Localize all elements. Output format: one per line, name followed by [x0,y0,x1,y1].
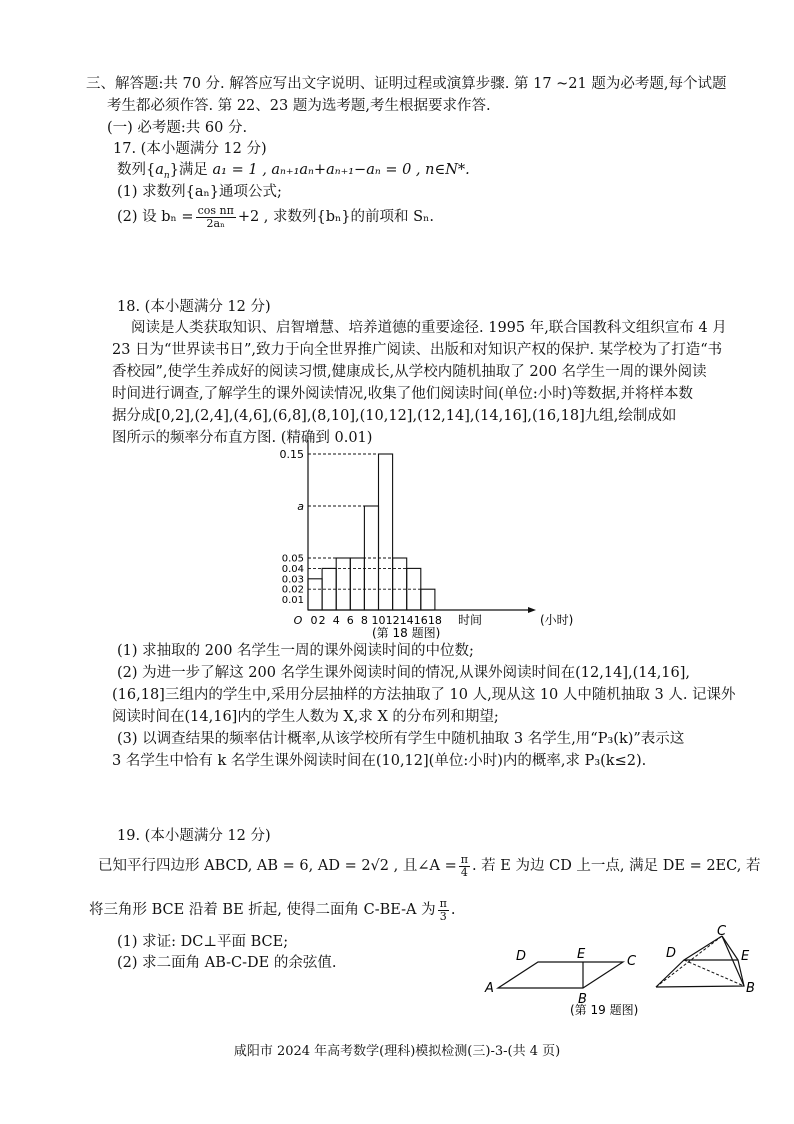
q17-condition: a₁ = 1 , aₙ₊₁aₙ+aₙ₊₁−aₙ = 0 , n∈N*. [212,162,470,178]
x-tick-label: 0 [310,614,318,627]
q17-frac-den: 2aₙ [206,216,225,230]
x-tick-label: 8 [360,614,368,627]
q18-para-2: 23 日为“世界读书日”,致力于向全世界推广阅读、出版和对知识产权的保护. 某学校为了打造“书 [112,342,723,358]
folded-base-abed [656,960,744,987]
y-tick-label: 0.15 [279,448,304,461]
q18-para-1: 阅读是人类获取知识、启智增慧、培养道德的重要途径. 1995 年,联合国教科文组织宣布 4 月 [131,320,727,336]
page-footer: 咸阳市 2024 年高考数学(理科)模拟检测(三)-3-(共 4 页) [233,1044,561,1059]
q17-stem: 数列$\{a_n\}$满足 a₁ = 1 , aₙ₊₁aₙ+aₙ₊₁−aₙ = 0 , n∈N*. [117,162,470,181]
q18-question-2c: 阅读时间在(14,16]内的学生人数为 X,求 X 的分布列和期望; [112,709,499,725]
q19-dihedral-den: 3 [439,909,447,923]
histogram-bar [308,579,322,610]
segment-ac-dashed [656,936,722,987]
q17-title: 17. (本小题满分 12 分) [113,141,267,157]
q18-para-4: 时间进行调查,了解学生的课外阅读情况,收集了他们阅读时间(单位:小时)等数据,并将样本数 [112,386,694,402]
parallelogram-abcd [498,962,623,988]
q19-figure-caption: (第 19 题图) [570,1003,639,1017]
chart-caption: (第 18 题图) [372,626,441,640]
q19-angle-den: 4 [460,865,468,879]
x-tick-label: 14 [399,614,414,627]
segment-ce [722,936,738,960]
q19-figure [480,925,770,1020]
q18-title: 18. (本小题满分 12 分) [117,299,271,315]
q17-stem-prefix: 数列{ [117,162,156,178]
required-part-heading: (一) 必考题:共 60 分. [107,120,248,136]
origin-label: O [293,614,303,627]
q19-para-1-post: . 若 E 为边 CD 上一点, 满足 DE = 2EC, 若 [471,858,761,874]
y-tick-label: 0.05 [281,553,304,565]
q18-para-5: 据分成[0,2],(2,4],(4,6],(6,8],(8,10],(10,12],(12,14],(14,16],(16,18]九组,绘制成如 [112,408,677,424]
y-tick-label: 0.01 [281,595,304,607]
label-a-left: A [485,981,494,996]
x-axis-label: 时间 [458,613,483,627]
q18-question-2b: (16,18]三组内的学生中,采用分层抽样的方法抽取了 10 人,现从这 10 人中随机抽取 3 人. 记课外 [112,687,736,703]
segment-db-dashed [684,960,744,986]
q19-para-1 [98,852,760,880]
q19-part-1: (1) 求证: DC⊥平面 BCE; [117,934,289,950]
label-b-left: B [578,992,587,1007]
q19-para-2 [89,896,455,924]
label-c-left: C [627,954,637,969]
q18-para-6: 图所示的频率分布直方图. (精确到 0.01) [112,430,373,446]
label-d-left: D [516,949,527,964]
q17-fraction [196,205,236,230]
x-tick-label: 6 [346,614,354,627]
y-tick-label: a [297,500,304,513]
q17-part2-suffix: +2 , 求数列{bₙ}的前项和 Sₙ. [237,209,434,225]
x-tick-label: 10 [371,614,386,627]
label-e-right: E [741,949,750,964]
histogram-bar [350,558,364,610]
y-tick-label: 0.04 [281,563,304,575]
q19-para-1-pre: 已知平行四边形 ABCD, AB = 6, AD = 2√2 , 且∠A = [98,858,457,874]
q17-part1: (1) 求数列{aₙ}通项公式; [117,184,282,200]
label-e-left: E [577,947,586,962]
label-c-right: C [717,925,727,939]
histogram-bar [393,558,407,610]
q18-question-3b: 3 名学生中恰有 k 名学生课外阅读时间在(10,12](单位:小时)内的概率,求 P₃(k≤2). [112,753,647,769]
q19-para-2-post: . [450,902,456,918]
q18-para-3: 香校园”,使学生养成好的阅读习惯,健康成长,从学校内随机抽取了 200 名学生一周的课外阅读 [112,364,707,380]
q17-part2 [117,204,434,230]
q17-part2-prefix: (2) 设 bₙ = [117,209,194,225]
section-header-line1: 三、解答题:共 70 分. 解答应写出文字说明、证明过程或演算步骤. 第 17 ~21 题为必考题,每个试题 [86,76,727,92]
x-tick-label: 2 [318,614,326,627]
q19-dihedral-fraction [438,898,449,923]
q19-part-2: (2) 求二面角 AB-C-DE 的余弦值. [117,955,337,971]
x-tick-label: 4 [332,614,340,627]
q18-question-3a: (3) 以调查结果的频率估计概率,从该学校所有学生中随机抽取 3 名学生,用“P₃(k)”表示这 [117,731,685,747]
q17-frac-num: cos nπ [197,203,234,217]
q19-para-2-pre: 将三角形 BCE 沿着 BE 折起, 使得二面角 C-BE-A 为 [89,902,436,918]
q18-question-2a: (2) 为进一步了解这 200 名学生课外阅读时间的情况,从课外阅读时间在(12,14],(14,16], [117,665,691,681]
segment-dc [684,936,722,960]
frequency-histogram [262,440,592,645]
q19-title: 19. (本小题满分 12 分) [117,828,271,844]
section-header-line2: 考生都必须作答. 第 22、23 题为选考题,考生根据要求作答. [107,98,491,114]
y-tick-label: 0.03 [281,574,304,586]
histogram-bar [421,589,435,610]
x-axis-arrow [528,607,536,613]
label-d-right: D [666,946,677,961]
histogram-bar [364,506,378,610]
label-b-right: B [746,981,755,996]
q17-stem-mid: }满足 [169,162,208,178]
q18-question-1: (1) 求抽取的 200 名学生一周的课外阅读时间的中位数; [117,643,474,659]
histogram-bar [336,558,350,610]
x-axis-unit: (小时) [540,613,574,627]
y-tick-label: 0.02 [281,584,304,596]
histogram-bar [379,454,393,610]
x-tick-label: 12 [385,614,400,627]
q19-angle-fraction [459,854,470,879]
q19-dihedral-num: π [439,896,447,910]
x-tick-label: 16 [413,614,428,627]
x-tick-label: 18 [427,614,442,627]
q19-angle-num: π [460,852,468,866]
